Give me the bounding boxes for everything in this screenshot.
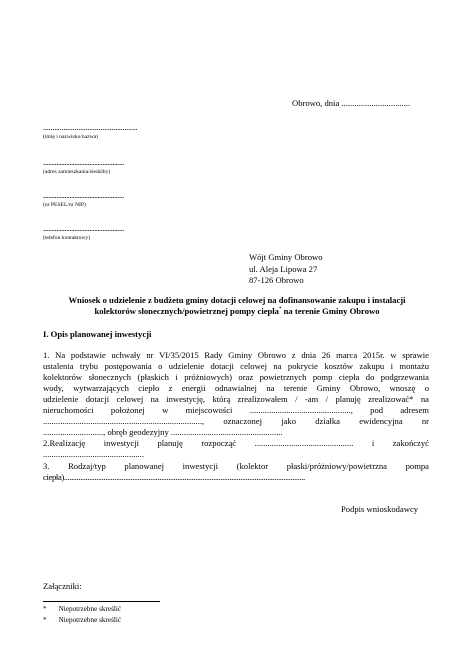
phone-caption: (telefon kontaktowy) [43, 235, 91, 241]
address-dots: ................................................. [43, 157, 124, 167]
title-text: na terenie Gminy Obrowo [281, 306, 380, 316]
signature-label: Podpis wnioskodawcy [341, 504, 419, 514]
paragraph-line: ............................................... [43, 449, 144, 459]
footnote-divider [43, 601, 160, 602]
footnote-text: Niepotrzebne skreślić [58, 605, 122, 613]
place-date-line: Obrowo, dnia ................................ [292, 98, 411, 108]
footnote-mark: * [278, 307, 282, 313]
paragraph-line: 1. Na podstawie uchwały nr VI/35/2015 Rady Gminy Obrowo z dnia 26 marca 2015r. w sprawie [43, 350, 429, 360]
paragraph-line: nieruchomości położonej w miejscowości ..............................................., pod adresem [43, 405, 429, 415]
footnote-mark: * [43, 616, 47, 624]
recipient-line: 87-126 Obrowo [249, 275, 304, 285]
footnote-mark: * [43, 605, 47, 613]
paragraph-line: ............................, obręb geodezyjny .................................................... [43, 427, 283, 437]
title-line [0, 306, 474, 316]
footnote-item [43, 616, 121, 624]
phone-dots: ................................................. [43, 223, 124, 233]
pesel-caption: (nr PESEL/nr NIP) [43, 202, 86, 208]
paragraph-line: ciepła)...................................................................................................................................... [43, 472, 305, 482]
paragraph-line: 3. Rodzaj/typ planowanej inwestycji (kolektor płaski/próżniowy/powietrzna pompa [43, 461, 429, 471]
title-text: kolektorów słonecznych/powietrznej pompy ciepła [94, 306, 279, 316]
attachments-label: Załączniki: [43, 581, 82, 591]
paragraph-line: .........................................................................., oznaczonej jako działka ewidencyjna nr [43, 416, 429, 426]
recipient-line: ul. Aleja Lipowa 27 [249, 264, 318, 274]
pesel-dots: ................................................. [43, 190, 124, 200]
paragraph-line: udzielenie dotacji celowej na inwestycję, którą zrealizowałem / -am / planuję zrealizować* na [43, 394, 429, 404]
footnote-text: Niepotrzebne skreślić [58, 616, 122, 624]
name-caption: (imię i nazwisko/nazwa) [43, 134, 98, 140]
paragraph-line: wody, wytwarzających ciepło z energii odnawialnej na terenie Gminy Obrowo, wnoszę o [43, 383, 429, 393]
name-dots: ................................................... [43, 122, 138, 132]
paragraph-line: ustalenia trybu postępowania o udzielenie dotacji celowej na pokrycie kosztów zakupu i montażu [43, 361, 429, 371]
recipient-line: Wójt Gminy Obrowo [249, 252, 323, 262]
paragraph-line: 2.Realizację inwestycji planuję rozpocząć .............................................. i zakończyć [43, 438, 429, 448]
title-line: Wniosek o udzielenie z budżetu gminy dotacji celowej na dofinansowanie zakupu i instalacji [68, 295, 406, 305]
section-heading: I. Opis planowanej inwestycji [43, 329, 152, 339]
footnote-item [43, 605, 121, 613]
paragraph-line: kolektorów słonecznych (płaskich i próżniowych) oraz powietrznych pomp ciepła do podgrzewania [43, 372, 429, 382]
address-caption: (adres zamieszkania/siedziby) [43, 169, 111, 175]
